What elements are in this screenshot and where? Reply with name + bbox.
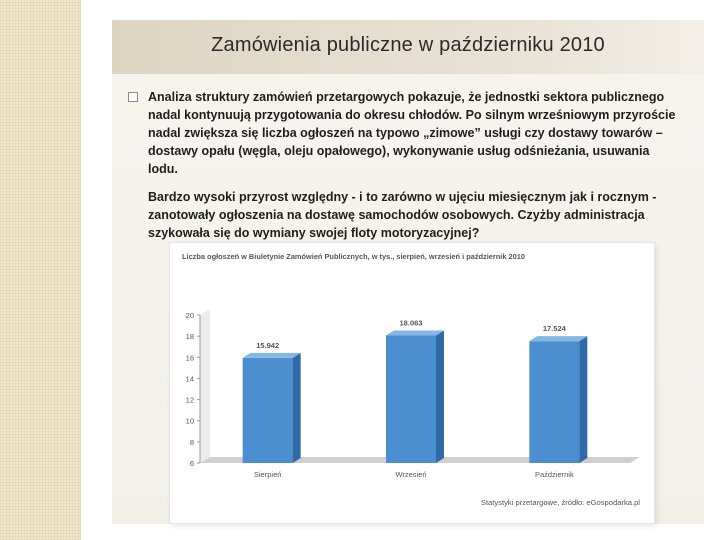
bar xyxy=(386,335,436,463)
title-band xyxy=(112,20,704,74)
bar-side xyxy=(436,330,444,463)
bar-chart-svg xyxy=(170,243,654,523)
decorative-side-strip xyxy=(0,0,81,540)
y-tick-label: 6 xyxy=(189,459,194,468)
y-tick-label: 14 xyxy=(185,374,194,384)
chart-source: Statystyki przetargowe, źródło: eGospodarka.pl xyxy=(480,498,640,507)
chart-title: Liczba ogłoszeń w Biuletynie Zamówień Publicznych, w tys., sierpień, wrzesień i październik 2010 xyxy=(182,252,525,261)
y-tick-label: 16 xyxy=(185,353,194,363)
bar-chart xyxy=(170,243,654,523)
slide-title: Zamówienia publiczne w październiku 2010 xyxy=(211,34,605,56)
bar xyxy=(243,358,293,463)
y-tick-label: 8 xyxy=(189,437,194,447)
bar-top xyxy=(243,353,301,358)
chart-back-wall xyxy=(200,309,210,463)
y-tick-label: 18 xyxy=(185,332,194,342)
chart-bars xyxy=(243,318,588,479)
bar-value-label: 18.063 xyxy=(399,318,423,328)
y-tick-label: 10 xyxy=(185,416,194,426)
bar-side xyxy=(293,353,301,463)
bar-top xyxy=(386,330,444,335)
bar-top xyxy=(529,336,587,341)
y-tick-label: 12 xyxy=(185,395,194,405)
x-tick-label: Sierpień xyxy=(253,470,282,479)
bullet-icon xyxy=(128,92,138,102)
bar xyxy=(529,341,579,463)
bar-value-label: 17.524 xyxy=(542,324,566,334)
bar-value-label: 15.942 xyxy=(256,340,280,350)
y-tick-label: 20 xyxy=(185,311,194,320)
paragraph-cars: Bardzo wysoki przyrost względny - i to zarówno w ujęciu miesięcznym jak i rocznym - zanotowały ogłoszenia na dostawę samochodów osobowych. Czyżby administracja szykowała się do wymiany swojej floty motoryzacyjnej? xyxy=(148,190,657,240)
paragraph-analysis: Analiza struktury zamówień przetargowych pokazuje, że jednostki sektora publicznego nadal kontynuują przygotowania do okresu chłodów. Po silnym wrześniowym przyroście nadal zwiększa się liczba ogłoszeń na typowo „zimowe” usługi czy dostawy towarów – dostawy opału (węgla, oleju opałowego), wykonywanie usług odśnieżania, usuwania lodu. xyxy=(148,90,676,176)
bar-side xyxy=(579,336,587,463)
x-tick-label: Październik xyxy=(534,470,574,479)
x-tick-label: Wrzesień xyxy=(395,470,427,479)
